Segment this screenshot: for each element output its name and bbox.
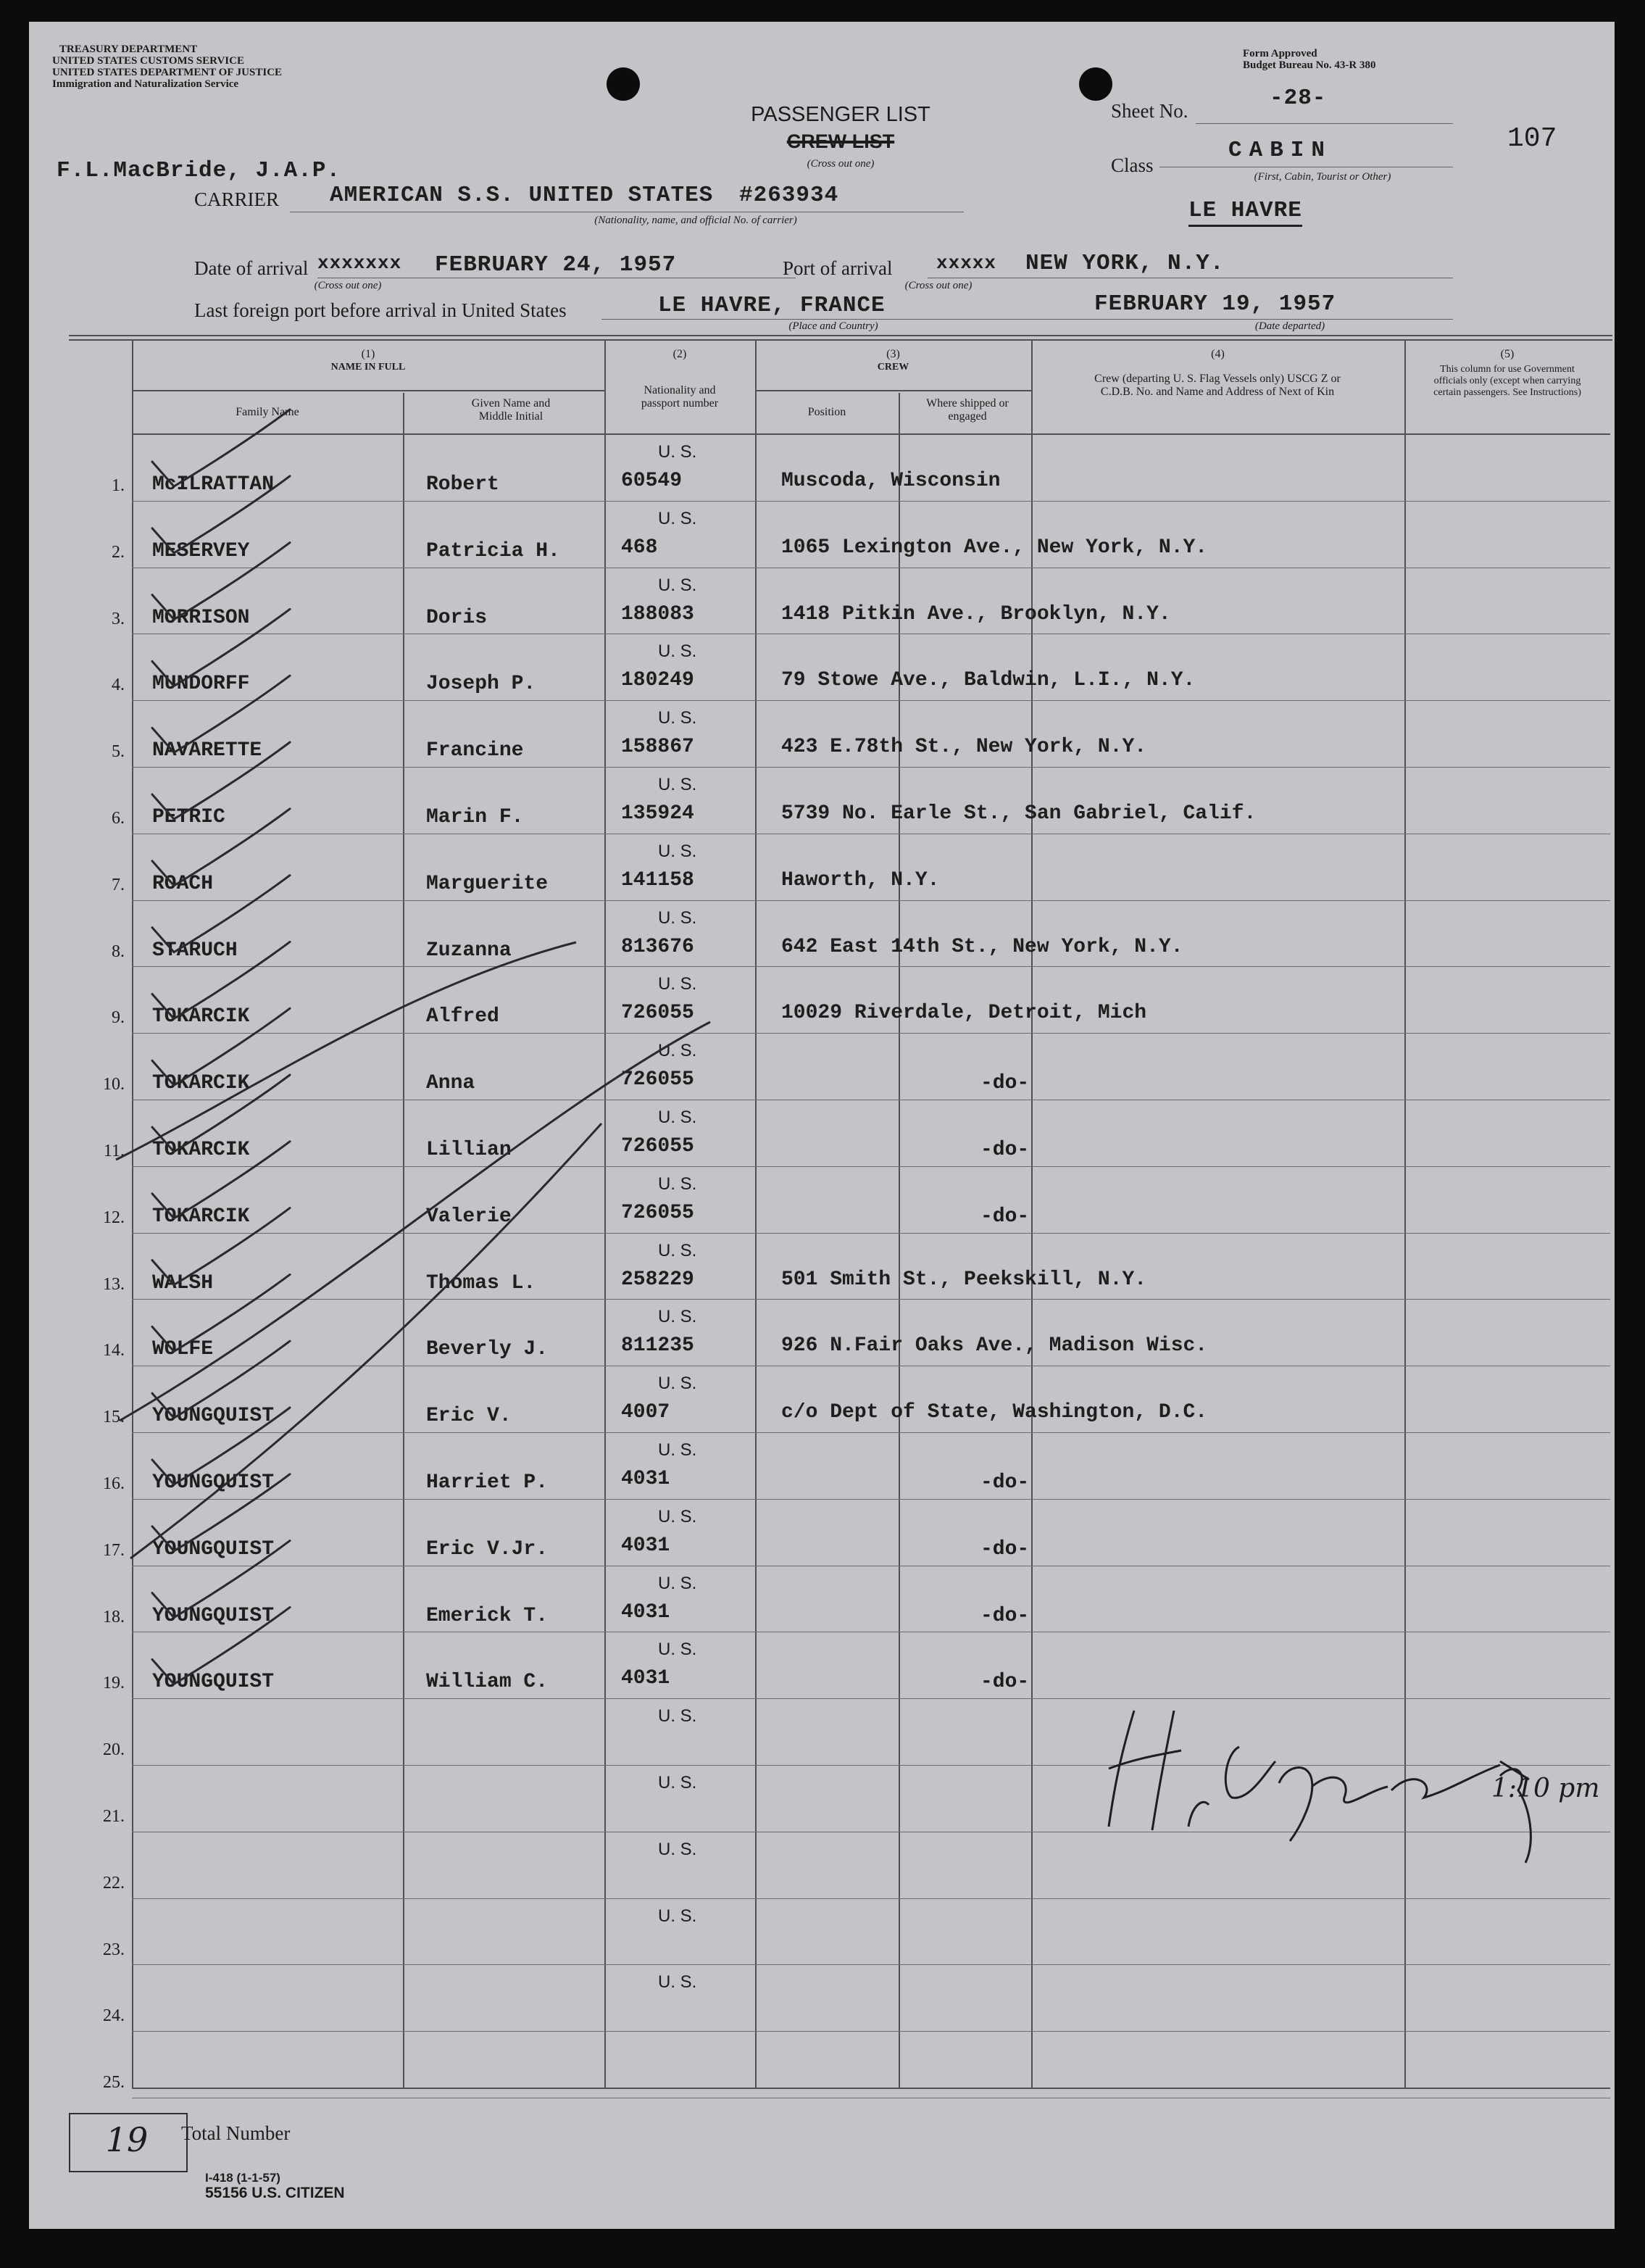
passport-number: 60549 bbox=[621, 470, 683, 492]
next-of-kin-address: Haworth, N.Y. bbox=[781, 869, 940, 892]
family-name: ROACH bbox=[152, 873, 214, 895]
carrier-caption: (Nationality, name, and official No. of carrier) bbox=[594, 215, 797, 226]
nationality: U. S. bbox=[658, 1374, 697, 1393]
given-name: Thomas L. bbox=[426, 1272, 536, 1295]
address-ditto: -do- bbox=[980, 1205, 1030, 1228]
agency-line: UNITED STATES CUSTOMS SERVICE bbox=[52, 55, 244, 67]
passport-number: 726055 bbox=[621, 1068, 694, 1091]
page-number: 107 bbox=[1507, 123, 1557, 154]
row-number: 16. bbox=[103, 1474, 125, 1493]
carrier-official-no: #263934 bbox=[739, 183, 839, 208]
passport-number: 4031 bbox=[621, 1468, 670, 1490]
family-name: MESERVEY bbox=[152, 540, 250, 562]
given-name: Eric V. bbox=[426, 1405, 512, 1427]
family-name: MUNDORFF bbox=[152, 673, 250, 695]
given-name: Eric V.Jr. bbox=[426, 1538, 549, 1561]
family-name: YOUNGQUIST bbox=[152, 1538, 275, 1561]
family-name: NAVARETTE bbox=[152, 739, 262, 762]
col4-number: (4) bbox=[1211, 348, 1225, 360]
family-name: PETRIC bbox=[152, 806, 225, 828]
row-number: 15. bbox=[103, 1408, 125, 1426]
given-name: Valerie bbox=[426, 1205, 512, 1228]
arrival-port-label: Port of arrival bbox=[783, 257, 893, 279]
nationality: U. S. bbox=[658, 1507, 697, 1526]
passport-number: 135924 bbox=[621, 802, 694, 825]
passport-number: 811235 bbox=[621, 1334, 694, 1357]
arrival-date-crossed: xxxxxxx bbox=[317, 252, 402, 274]
nationality: U. S. bbox=[658, 842, 697, 861]
address-ditto: -do- bbox=[980, 1605, 1030, 1627]
col2-number: (2) bbox=[672, 348, 687, 360]
family-name: TOKARCIK bbox=[152, 1072, 250, 1094]
row-number: 5. bbox=[112, 742, 125, 761]
class-value: CABIN bbox=[1228, 138, 1333, 163]
next-of-kin-address: 501 Smith St., Peekskill, N.Y. bbox=[781, 1268, 1147, 1291]
position-header: Position bbox=[807, 406, 846, 418]
row-check-mark bbox=[152, 809, 290, 886]
arrival-port-value: NEW YORK, N.Y. bbox=[1025, 251, 1225, 276]
form-approved-line: Budget Bureau No. 43-R 380 bbox=[1243, 59, 1376, 71]
nationality: U. S. bbox=[658, 775, 697, 794]
passport-number: 158867 bbox=[621, 736, 694, 758]
list-title-passenger: PASSENGER LIST bbox=[751, 103, 930, 126]
row-check-mark bbox=[152, 1541, 290, 1618]
arrival-date-caption: (Cross out one) bbox=[314, 280, 382, 291]
next-of-kin-address: 1065 Lexington Ave., New York, N.Y. bbox=[781, 536, 1208, 559]
nationality: U. S. bbox=[658, 1440, 697, 1460]
nationality: U. S. bbox=[658, 1640, 697, 1659]
family-name: TOKARCIK bbox=[152, 1205, 250, 1228]
given-name: Emerick T. bbox=[426, 1605, 549, 1627]
row-check-mark bbox=[152, 1208, 290, 1285]
nationality: U. S. bbox=[658, 1108, 697, 1127]
passport-number: 4031 bbox=[621, 1601, 670, 1624]
row-number: 7. bbox=[112, 876, 125, 894]
next-of-kin-address: 642 East 14th St., New York, N.Y. bbox=[781, 936, 1183, 958]
departure-date-value: FEBRUARY 19, 1957 bbox=[1094, 291, 1336, 317]
passport-number: 188083 bbox=[621, 603, 694, 626]
family-name: YOUNGQUIST bbox=[152, 1671, 275, 1693]
col5-title: This column for use Government officials only (except when carrying certain passengers. See Instructions) bbox=[1433, 364, 1581, 398]
row-number: 14. bbox=[103, 1341, 125, 1360]
row-number: 13. bbox=[103, 1275, 125, 1294]
bracket-check-youngquist bbox=[120, 1022, 710, 1558]
carrier-label: CARRIER bbox=[194, 188, 280, 210]
given-name: Marin F. bbox=[426, 806, 524, 828]
address-ditto: -do- bbox=[980, 1538, 1030, 1561]
family-name: YOUNGQUIST bbox=[152, 1471, 275, 1494]
row-number: 22. bbox=[103, 1874, 125, 1893]
family-name: WOLFE bbox=[152, 1338, 214, 1361]
col3-number: (3) bbox=[886, 348, 900, 360]
row-check-mark bbox=[152, 1408, 290, 1484]
row-number: 19. bbox=[103, 1674, 125, 1692]
next-of-kin-address: Muscoda, Wisconsin bbox=[781, 470, 1001, 492]
next-of-kin-address: 5739 No. Earle St., San Gabriel, Calif. bbox=[781, 802, 1257, 825]
family-name: TOKARCIK bbox=[152, 1005, 250, 1028]
nationality: U. S. bbox=[658, 576, 697, 595]
port-handwritten: LE HAVRE bbox=[1188, 198, 1302, 227]
col5-number: (5) bbox=[1500, 348, 1515, 360]
given-name: Francine bbox=[426, 739, 524, 762]
given-name: Harriet P. bbox=[426, 1471, 549, 1494]
arrival-port-crossed: xxxxx bbox=[936, 252, 997, 274]
nationality: U. S. bbox=[658, 641, 697, 661]
agency-line: Immigration and Naturalization Service bbox=[52, 78, 239, 90]
nationality: U. S. bbox=[658, 1906, 697, 1926]
row-number: 17. bbox=[103, 1541, 125, 1560]
row-check-mark bbox=[152, 942, 290, 1018]
given-name: Marguerite bbox=[426, 873, 549, 895]
citizen-stamp: 55156 U.S. CITIZEN bbox=[205, 2185, 345, 2201]
total-value: 19 bbox=[105, 2120, 149, 2159]
row-check-mark bbox=[152, 476, 290, 553]
given-name: William C. bbox=[426, 1671, 549, 1693]
row-check-mark bbox=[152, 1274, 290, 1351]
arrival-date-label: Date of arrival bbox=[194, 257, 309, 279]
given-name: Beverly J. bbox=[426, 1338, 549, 1361]
row-number: 9. bbox=[112, 1008, 125, 1027]
family-name: YOUNGQUIST bbox=[152, 1605, 275, 1627]
address-ditto: -do- bbox=[980, 1072, 1030, 1094]
col4-title: Crew (departing U. S. Flag Vessels only) USCG Z or C.D.B. No. and Name and Address of Next of Kin bbox=[1094, 373, 1341, 398]
passport-number: 258229 bbox=[621, 1268, 694, 1291]
nationality: U. S. bbox=[658, 1174, 697, 1194]
row-number: 6. bbox=[112, 809, 125, 828]
col1-title: NAME IN FULL bbox=[330, 362, 406, 373]
nationality: U. S. bbox=[658, 974, 697, 994]
passport-number: 180249 bbox=[621, 669, 694, 691]
given-name: Joseph P. bbox=[426, 673, 536, 695]
passport-number: 4007 bbox=[621, 1401, 670, 1424]
row-check-mark bbox=[152, 410, 290, 486]
foreign-port-caption: (Place and Country) bbox=[788, 320, 878, 332]
col1-number: (1) bbox=[361, 348, 375, 360]
row-number: 2. bbox=[112, 543, 125, 562]
row-check-mark bbox=[152, 609, 290, 686]
address-ditto: -do- bbox=[980, 1671, 1030, 1693]
nationality: U. S. bbox=[658, 442, 697, 462]
manifest-sheet bbox=[29, 22, 1615, 2229]
passport-number: 726055 bbox=[621, 1135, 694, 1158]
sheet-label: Sheet No. bbox=[1111, 100, 1188, 122]
next-of-kin-address: 1418 Pitkin Ave., Brooklyn, N.Y. bbox=[781, 603, 1171, 626]
check-marks bbox=[29, 22, 1615, 2229]
row-number: 4. bbox=[112, 676, 125, 694]
next-of-kin-address: 10029 Riverdale, Detroit, Mich bbox=[781, 1002, 1147, 1024]
inspector-signature-text bbox=[1138, 1682, 1435, 1715]
row-check-mark bbox=[152, 1008, 290, 1085]
sheet-value: -28- bbox=[1270, 86, 1327, 111]
total-label: Total Number bbox=[181, 2122, 291, 2144]
family-name: McILRATTAN bbox=[152, 473, 275, 496]
row-number: 25. bbox=[103, 2073, 125, 2092]
passport-number: 4031 bbox=[621, 1534, 670, 1557]
agency-line: UNITED STATES DEPARTMENT OF JUSTICE bbox=[52, 67, 283, 78]
row-check-mark bbox=[152, 1474, 290, 1551]
row-number: 21. bbox=[103, 1807, 125, 1826]
nationality: U. S. bbox=[658, 908, 697, 928]
passport-number: 726055 bbox=[621, 1002, 694, 1024]
next-of-kin-address: 926 N.Fair Oaks Ave., Madison Wisc. bbox=[781, 1334, 1208, 1357]
title-cross-out-caption: (Cross out one) bbox=[807, 158, 875, 170]
nationality: U. S. bbox=[658, 509, 697, 528]
row-check-mark bbox=[152, 742, 290, 819]
row-check-mark bbox=[152, 1607, 290, 1684]
form-number: I-418 (1-1-57) bbox=[205, 2171, 280, 2185]
row-number: 10. bbox=[103, 1075, 125, 1094]
given-name: Doris bbox=[426, 607, 488, 629]
row-number: 18. bbox=[103, 1608, 125, 1627]
row-check-mark bbox=[152, 676, 290, 752]
row-number: 12. bbox=[103, 1208, 125, 1227]
inspection-time: 1:10 pm bbox=[1491, 1774, 1600, 1803]
row-check-mark bbox=[152, 543, 290, 620]
form-approved-line: Form Approved bbox=[1243, 48, 1317, 59]
family-name: TOKARCIK bbox=[152, 1139, 250, 1161]
passport-number: 726055 bbox=[621, 1202, 694, 1224]
nationality: U. S. bbox=[658, 1241, 697, 1260]
departure-date-caption: (Date departed) bbox=[1254, 320, 1325, 332]
list-title-crew-crossed: CREW LIST bbox=[786, 130, 895, 152]
next-of-kin-address: c/o Dept of State, Washington, D.C. bbox=[781, 1401, 1208, 1424]
arrival-port-caption: (Cross out one) bbox=[904, 280, 973, 291]
family-name: YOUNGQUIST bbox=[152, 1405, 275, 1427]
nationality: U. S. bbox=[658, 1574, 697, 1593]
foreign-port-label: Last foreign port before arrival in United States bbox=[194, 299, 567, 321]
nationality: U. S. bbox=[658, 1041, 697, 1060]
row-check-mark bbox=[152, 1142, 290, 1218]
row-check-mark bbox=[152, 1075, 290, 1152]
given-name: Anna bbox=[426, 1072, 475, 1094]
family-name: MORRISON bbox=[152, 607, 250, 629]
where-engaged-header: Where shipped or engaged bbox=[926, 397, 1009, 423]
bracket-check-tokarcik bbox=[116, 942, 576, 1160]
given-name: Alfred bbox=[426, 1005, 499, 1028]
col3-title: CREW bbox=[877, 362, 909, 373]
carrier-value: AMERICAN S.S. UNITED STATES bbox=[330, 183, 714, 208]
row-number: 20. bbox=[103, 1740, 125, 1759]
row-number: 24. bbox=[103, 2006, 125, 2025]
given-name: Robert bbox=[426, 473, 499, 496]
agency-line: TREASURY DEPARTMENT bbox=[59, 43, 198, 55]
address-ditto: -do- bbox=[980, 1139, 1030, 1161]
address-ditto: -do- bbox=[980, 1471, 1030, 1494]
row-check-mark bbox=[152, 876, 290, 952]
class-label: Class bbox=[1111, 154, 1154, 176]
class-caption: (First, Cabin, Tourist or Other) bbox=[1254, 171, 1391, 183]
nationality: U. S. bbox=[658, 1840, 697, 1859]
nationality: U. S. bbox=[658, 1972, 697, 1992]
passport-number: 4031 bbox=[621, 1667, 670, 1690]
family-name: WALSH bbox=[152, 1272, 214, 1295]
row-number: 1. bbox=[112, 476, 125, 495]
nationality: U. S. bbox=[658, 708, 697, 728]
row-number: 8. bbox=[112, 942, 125, 961]
nationality: U. S. bbox=[658, 1307, 697, 1326]
nationality: U. S. bbox=[658, 1706, 697, 1726]
family-name: STARUCH bbox=[152, 939, 238, 962]
passport-number: 141158 bbox=[621, 869, 694, 892]
given-name: Zuzanna bbox=[426, 939, 512, 962]
given-name: Patricia H. bbox=[426, 540, 560, 562]
arrival-date-value: FEBRUARY 24, 1957 bbox=[435, 252, 677, 278]
passport-number: 468 bbox=[621, 536, 658, 559]
family-name-header: Family Name bbox=[236, 406, 299, 418]
foreign-port-value: LE HAVRE, FRANCE bbox=[658, 293, 886, 318]
row-check-mark bbox=[152, 1341, 290, 1418]
given-name-header: Given Name and Middle Initial bbox=[471, 397, 551, 423]
row-number: 3. bbox=[112, 610, 125, 628]
next-of-kin-address: 423 E.78th St., New York, N.Y. bbox=[781, 736, 1147, 758]
col2-title: Nationality and passport number bbox=[641, 384, 719, 410]
row-number: 11. bbox=[103, 1142, 125, 1160]
next-of-kin-address: 79 Stowe Ave., Baldwin, L.I., N.Y. bbox=[781, 669, 1196, 691]
nationality: U. S. bbox=[658, 1773, 697, 1793]
given-name: Lillian bbox=[426, 1139, 512, 1161]
passport-number: 813676 bbox=[621, 936, 694, 958]
agent-name: F.L.MacBride, J.A.P. bbox=[57, 158, 341, 183]
row-number: 23. bbox=[103, 1940, 125, 1959]
